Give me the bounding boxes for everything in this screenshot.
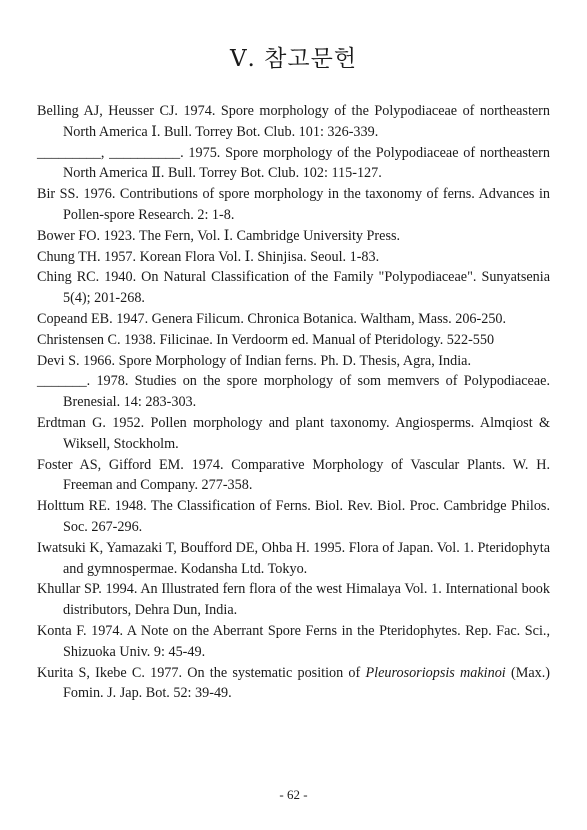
reference-entry: Devi S. 1966. Spore Morphology of Indian ferns. Ph. D. Thesis, Agra, India. bbox=[37, 352, 471, 369]
reference-entry: Bower FO. 1923. The Fern, Vol. Ⅰ. Cambridge University Press. bbox=[37, 227, 401, 244]
reference-entry-kurita bbox=[37, 663, 550, 705]
reference-entry: Khullar SP. 1994. An Illustrated fern flora of the west Himalaya Vol. 1. International book distributors, Dehra Dun, India. bbox=[37, 581, 550, 619]
reference-entry: Iwatsuki K, Yamazaki T, Boufford DE, Ohba H. 1995. Flora of Japan. Vol. 1. Pteridophyta and gymnospermae. Kodansha Ltd. Tokyo. bbox=[37, 539, 550, 577]
page-title: Ⅴ. 참고문헌 bbox=[229, 46, 358, 72]
reference-entry: Erdtman G. 1952. Pollen morphology and plant taxonomy. Angiosperms. Almqiost & Wiksell, Stockholm. bbox=[37, 414, 550, 452]
reference-text: (Max.) Fomin. J. Jap. Bot. 52: 39-49. bbox=[63, 664, 550, 702]
reference-entry: _________, __________. 1975. Spore morphology of the Polypodiaceae of northeastern North America Ⅱ. Bull. Torrey Bot. Club. 102: 115-127. bbox=[37, 144, 550, 182]
reference-entry: Ching RC. 1940. On Natural Classification of the Family "Polypodiaceae". Sunyatsenia 5(4); 201-268. bbox=[37, 269, 550, 307]
species-name-italic: Pleurosoriopsis makinoi bbox=[365, 664, 506, 681]
reference-entry: _______. 1978. Studies on the spore morphology of som memvers of Polypodiaceae. Brenesial. 14: 283-303. bbox=[37, 373, 550, 411]
reference-entry: Belling AJ, Heusser CJ. 1974. Spore morphology of the Polypodiaceae of northeastern North America Ⅰ. Bull. Torrey Bot. Club. 101: 326-339. bbox=[37, 103, 550, 140]
reference-entry: Christensen C. 1938. Filicinae. In Verdoorm ed. Manual of Pteridology. 522-550 bbox=[37, 331, 495, 348]
page-number: - 62 - bbox=[279, 787, 308, 802]
reference-entry: Holttum RE. 1948. The Classification of Ferns. Biol. Rev. Biol. Proc. Cambridge Philos. Soc. 267-296. bbox=[37, 498, 550, 535]
reference-entry: Foster AS, Gifford EM. 1974. Comparative Morphology of Vascular Plants. W. H. Freeman and Company. 277-358. bbox=[37, 456, 550, 494]
reference-entry: Konta F. 1974. A Note on the Aberrant Spore Ferns in the Pteridophytes. Rep. Fac. Sci., Shizuoka Univ. 9: 45-49. bbox=[37, 622, 550, 660]
reference-entry: Chung TH. 1957. Korean Flora Vol. Ⅰ. Shinjisa. Seoul. 1-83. bbox=[37, 248, 380, 265]
reference-list bbox=[37, 101, 550, 704]
reference-entry: Bir SS. 1976. Contributions of spore morphology in the taxonomy of ferns. Advances in Pollen-spore Research. 2: 1-8. bbox=[37, 186, 550, 223]
reference-entry: Copeand EB. 1947. Genera Filicum. Chronica Botanica. Waltham, Mass. 206-250. bbox=[37, 310, 507, 327]
reference-text: Kurita S, Ikebe C. 1977. On the systematic position of bbox=[37, 664, 366, 681]
